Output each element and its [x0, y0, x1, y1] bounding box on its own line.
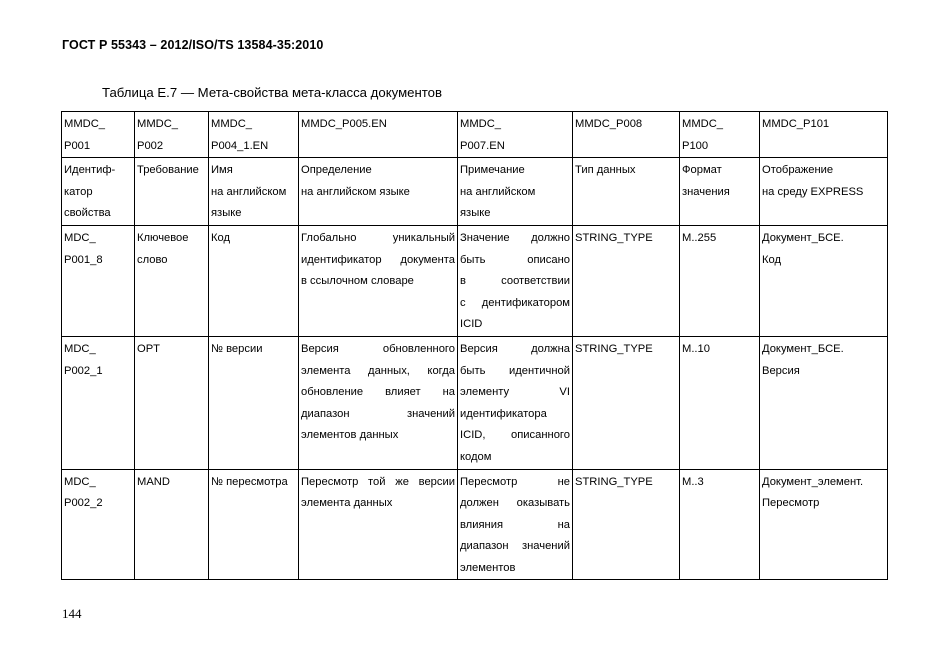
definition-cell-line: диапазон значений — [301, 407, 455, 420]
note-cell-line: должен оказывать — [460, 497, 570, 510]
code-cell-line: MMDC_ — [682, 118, 724, 130]
note-cell-line: с дентификатором — [460, 296, 570, 309]
meta-properties-table — [61, 111, 888, 580]
note-cell-line: быть идентичной — [460, 364, 570, 377]
label-cell-line: Тип данных — [575, 164, 636, 177]
code-cell — [135, 112, 209, 158]
express-mapping-cell-line: Документ_БСЕ. — [762, 231, 844, 244]
note-cell-line: диапазон значений — [460, 540, 570, 553]
datatype-cell-line: STRING_TYPE — [575, 342, 653, 355]
code-cell-line: MMDC_P101 — [762, 118, 830, 130]
label-cell-line: значения — [682, 185, 730, 198]
name-cell — [209, 336, 299, 469]
document-code-header: ГОСТ Р 55343 – 2012/ISO/TS 13584-35:2010 — [62, 38, 324, 52]
label-cell-line: Имя — [211, 164, 233, 177]
note-cell-line: элементу VI — [460, 386, 570, 399]
note-cell-line: ICID — [460, 318, 483, 331]
datatype-cell-line: STRING_TYPE — [575, 475, 653, 488]
property-id-cell — [62, 336, 135, 469]
label-cell — [209, 158, 299, 226]
code-cell — [760, 112, 888, 158]
property-id-cell-line: P002_2 — [64, 497, 103, 510]
note-cell-line: элементов — [460, 561, 516, 574]
datatype-cell-line: STRING_TYPE — [575, 231, 653, 244]
label-cell-line: на английском — [460, 185, 536, 198]
name-cell — [209, 469, 299, 580]
format-cell-line: M..255 — [682, 231, 717, 244]
label-cell — [573, 158, 680, 226]
express-mapping-cell-line: Версия — [762, 364, 800, 377]
note-cell-line: Пересмотр не — [460, 475, 570, 488]
definition-cell — [299, 336, 458, 469]
code-row — [62, 112, 888, 158]
table-row — [62, 336, 888, 469]
definition-cell-line: элементов данных — [301, 429, 399, 442]
definition-cell-line: Пересмотр той же версии — [301, 475, 455, 488]
property-id-cell-line: P001_8 — [64, 253, 103, 266]
table-row — [62, 225, 888, 336]
express-mapping-cell-line: Документ_БСЕ. — [762, 342, 844, 355]
format-cell-line: M..10 — [682, 342, 710, 355]
requirement-cell-line: слово — [137, 253, 168, 266]
express-mapping-cell-line: Код — [762, 253, 782, 266]
definition-cell — [299, 225, 458, 336]
definition-cell-line: Глобально уникальный — [301, 231, 455, 244]
note-cell-line: Значение должно — [460, 231, 570, 244]
label-cell-line: Отображение — [762, 164, 834, 177]
name-cell — [209, 225, 299, 336]
label-cell — [299, 158, 458, 226]
property-id-cell-line: P002_1 — [64, 364, 103, 377]
code-cell-line: MMDC_ — [211, 118, 253, 130]
definition-cell-line: идентификатор документа — [301, 253, 455, 266]
format-cell — [680, 469, 760, 580]
requirement-cell-line: MAND — [137, 475, 170, 488]
definition-cell-line: в ссылочном словаре — [301, 275, 414, 288]
label-cell-line: Формат — [682, 164, 722, 177]
code-cell-line: P004_1.EN — [211, 139, 269, 152]
label-cell-line: Требование — [137, 164, 199, 177]
note-cell — [458, 225, 573, 336]
requirement-cell — [135, 225, 209, 336]
definition-cell-line: элемента данных, когда — [301, 364, 455, 377]
page-number: 144 — [62, 606, 82, 621]
name-cell-line: № пересмотра — [211, 475, 288, 488]
label-cell-line: на английском — [211, 185, 287, 198]
note-cell-line: ICID, описанного — [460, 429, 570, 442]
requirement-cell-line: OPT — [137, 342, 160, 355]
express-mapping-cell — [760, 469, 888, 580]
note-cell — [458, 469, 573, 580]
label-cell — [458, 158, 573, 226]
label-cell-line: Примечание — [460, 164, 525, 177]
format-cell — [680, 336, 760, 469]
definition-cell-line: Версия обновленного — [301, 342, 455, 355]
label-cell-line: Определение — [301, 164, 372, 177]
code-cell — [209, 112, 299, 158]
code-cell — [573, 112, 680, 158]
name-cell-line: № версии — [211, 342, 263, 355]
code-cell — [680, 112, 760, 158]
code-cell — [299, 112, 458, 158]
format-cell — [680, 225, 760, 336]
code-cell-line: P001 — [64, 139, 91, 152]
note-cell-line: быть описано — [460, 253, 570, 266]
requirement-cell — [135, 336, 209, 469]
label-cell-line: свойства — [64, 207, 111, 220]
code-cell-line: MMDC_P005.EN — [301, 118, 387, 130]
label-cell — [760, 158, 888, 226]
express-mapping-cell-line: Документ_элемент. — [762, 475, 864, 488]
code-cell-line: MMDC_ — [64, 118, 106, 130]
express-mapping-cell-line: Пересмотр — [762, 497, 820, 510]
table-row — [62, 469, 888, 580]
code-cell-line: P002 — [137, 139, 164, 152]
label-cell — [680, 158, 760, 226]
definition-cell — [299, 469, 458, 580]
code-cell-line: MMDC_ — [460, 118, 502, 130]
label-cell-line: языке — [460, 207, 491, 220]
property-id-cell-line: MDC_ — [64, 342, 96, 355]
note-cell-line: Версия должна — [460, 342, 570, 355]
note-cell-line: идентификатора — [460, 407, 547, 420]
label-cell — [62, 158, 135, 226]
express-mapping-cell — [760, 225, 888, 336]
note-cell-line: в соответствии — [460, 275, 570, 288]
datatype-cell — [573, 469, 680, 580]
code-cell-line: MMDC_ — [137, 118, 179, 130]
code-cell-line: P100 — [682, 139, 709, 152]
property-id-cell-line: MDC_ — [64, 475, 96, 488]
datatype-cell — [573, 225, 680, 336]
label-cell-line: языке — [211, 207, 242, 220]
note-cell-line: влияния на — [460, 518, 570, 531]
requirement-cell-line: Ключевое — [137, 231, 189, 244]
express-mapping-cell — [760, 336, 888, 469]
code-cell-line: MMDC_P008 — [575, 118, 643, 130]
datatype-cell — [573, 336, 680, 469]
label-cell-line: Идентиф- — [64, 164, 116, 177]
label-cell-line: на среду EXPRESS — [762, 185, 864, 198]
label-cell-line: катор — [64, 185, 93, 198]
code-cell-line: P007.EN — [460, 139, 505, 152]
name-cell-line: Код — [211, 231, 231, 244]
label-cell-line: на английском языке — [301, 185, 410, 198]
definition-cell-line: элемента данных — [301, 497, 393, 510]
format-cell-line: M..3 — [682, 475, 704, 488]
property-id-cell-line: MDC_ — [64, 231, 96, 244]
note-cell-line: кодом — [460, 450, 492, 463]
table-caption: Таблица Е.7 — Мета-свойства мета-класса документов — [102, 85, 442, 100]
code-cell — [458, 112, 573, 158]
note-cell — [458, 336, 573, 469]
label-cell — [135, 158, 209, 226]
definition-cell-line: обновление влияет на — [301, 386, 455, 399]
requirement-cell — [135, 469, 209, 580]
property-id-cell — [62, 225, 135, 336]
code-cell — [62, 112, 135, 158]
label-row — [62, 158, 888, 226]
property-id-cell — [62, 469, 135, 580]
